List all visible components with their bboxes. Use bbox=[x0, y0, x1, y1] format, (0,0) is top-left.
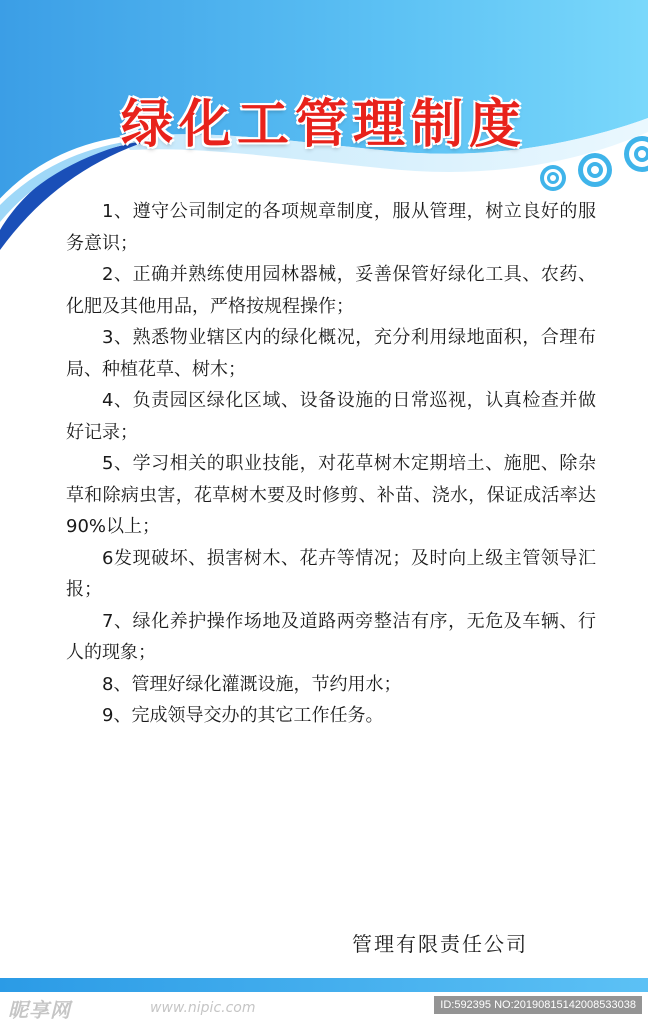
rule-item: 9、完成领导交办的其它工作任务。 bbox=[102, 705, 384, 726]
rule-item: 2、正确并熟练使用园林器械，妥善保管好绿化工具、农药、化肥及其他用品，严格按规程操作； bbox=[66, 264, 596, 317]
watermark-url: www.nipic.com bbox=[150, 1000, 256, 1016]
rule-item: 8、管理好绿化灌溉设施，节约用水； bbox=[102, 673, 402, 695]
company-signature: 管理有限责任公司 bbox=[352, 932, 528, 956]
rule-item: 6发现破坏、损害树木、花卉等情况；及时向上级主管领导汇报； bbox=[66, 547, 596, 600]
footer-bar bbox=[0, 978, 648, 992]
rule-item: 3、熟悉物业辖区内的绿化概况，充分利用绿地面积，合理布局、种植花草、树木； bbox=[66, 327, 596, 380]
page-title: 绿化工管理制度 bbox=[120, 95, 527, 155]
rule-item: 1、遵守公司制定的各项规章制度，服从管理，树立良好的服务意识； bbox=[66, 201, 596, 254]
watermark-brand: 昵享网 bbox=[8, 998, 71, 1022]
rule-item: 7、绿化养护操作场地及道路两旁整洁有序，无危及车辆、行人的现象； bbox=[66, 610, 596, 663]
rule-item: 5、学习相关的职业技能，对花草树木定期培土、施肥、除杂草和除病虫害，花草树木要及时修剪、补苗、浇水，保证成活率达90%以上； bbox=[66, 453, 596, 537]
watermark-id-badge: ID:592395 NO:20190815142008533038 bbox=[434, 996, 642, 1014]
rule-item: 4、负责园区绿化区域、设备设施的日常巡视，认真检查并做好记录； bbox=[66, 390, 596, 443]
rules-list bbox=[66, 196, 596, 732]
